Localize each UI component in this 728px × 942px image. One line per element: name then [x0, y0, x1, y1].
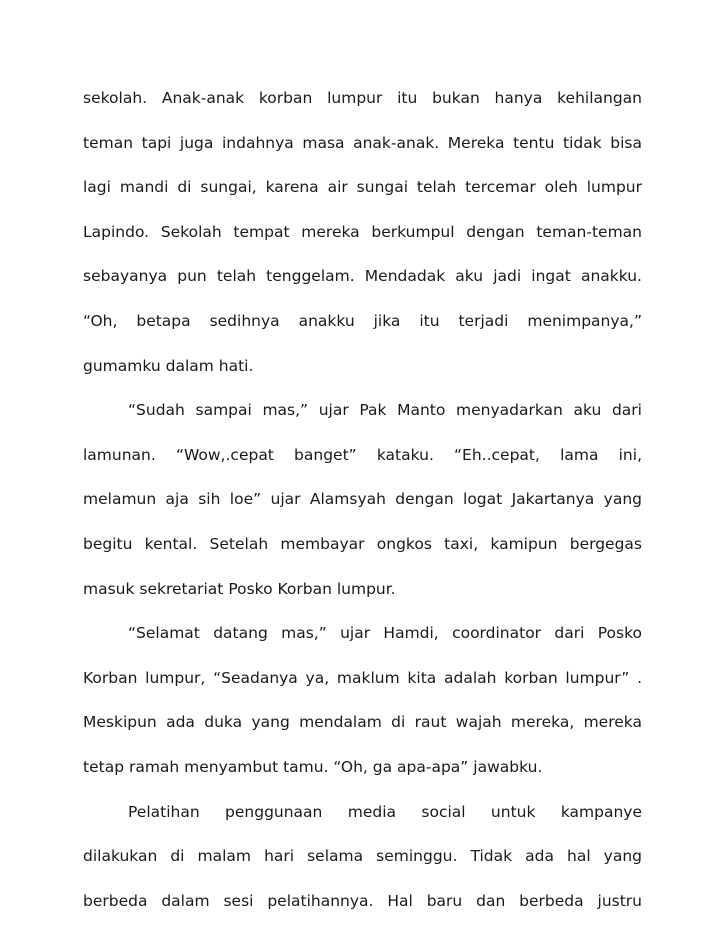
- text-line: Lapindo. Sekolah tempat mereka berkumpul dengan teman-teman: [83, 223, 642, 241]
- text-line: teman tapi juga indahnya masa anak-anak. Mereka tentu tidak bisa: [83, 134, 642, 152]
- text-line: begitu kental. Setelah membayar ongkos taxi, kamipun bergegas: [83, 535, 642, 553]
- text-line: lamunan. “Wow,.cepat banget” kataku. “Eh..cepat, lama ini,: [83, 446, 642, 464]
- text-line: sekolah. Anak-anak korban lumpur itu bukan hanya kehilangan: [83, 89, 642, 107]
- text-line: “Sudah sampai mas,” ujar Pak Manto menyadarkan aku dari: [128, 401, 642, 419]
- text-line: “Selamat datang mas,” ujar Hamdi, coordinator dari Posko: [128, 624, 642, 642]
- text-line: berbeda dalam sesi pelatihannya. Hal baru dan berbeda justru: [83, 892, 642, 910]
- text-line: “Oh, betapa sedihnya anakku jika itu terjadi menimpanya,”: [83, 312, 642, 330]
- text-line: Korban lumpur, “Seadanya ya, maklum kita adalah korban lumpur” .: [83, 669, 642, 687]
- text-line: tetap ramah menyambut tamu. “Oh, ga apa-apa” jawabku.: [83, 758, 543, 776]
- text-line: masuk sekretariat Posko Korban lumpur.: [83, 580, 396, 598]
- text-line: Meskipun ada duka yang mendalam di raut wajah mereka, mereka: [83, 713, 642, 731]
- text-line: sebayanya pun telah tenggelam. Mendadak aku jadi ingat anakku.: [83, 267, 642, 285]
- text-line: Pelatihan penggunaan media social untuk kampanye: [128, 803, 642, 821]
- text-line: dilakukan di malam hari selama seminggu. Tidak ada hal yang: [83, 847, 642, 865]
- text-line: gumamku dalam hati.: [83, 357, 254, 375]
- text-line: lagi mandi di sungai, karena air sungai telah tercemar oleh lumpur: [83, 178, 642, 196]
- text-line: melamun aja sih loe” ujar Alamsyah dengan logat Jakartanya yang: [83, 490, 642, 508]
